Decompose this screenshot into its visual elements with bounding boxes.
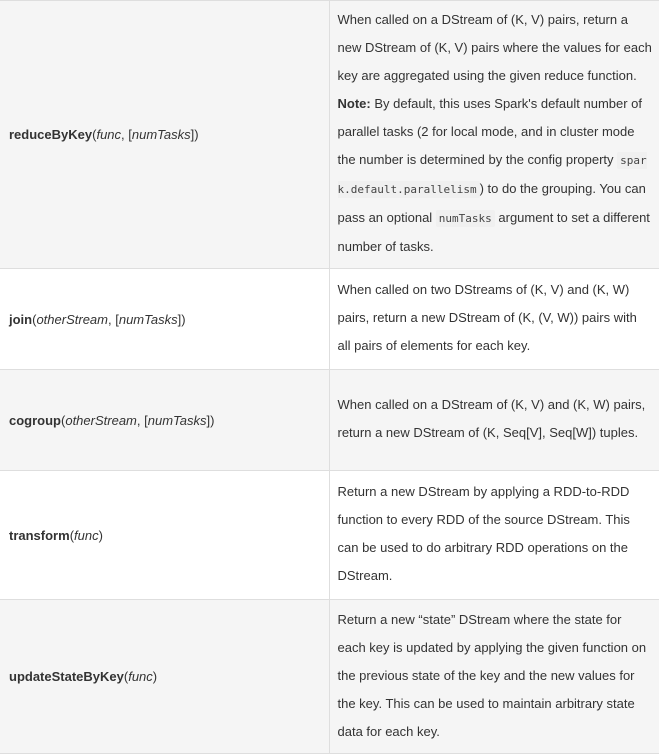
signature-separator: , [ xyxy=(136,412,148,428)
method-description xyxy=(329,1,659,269)
optional-argument: numTasks xyxy=(147,412,207,428)
signature-open: ( xyxy=(123,669,129,684)
method-description: When called on a DStream of (K, V) and (K, W) pairs, return a new DStream of (K, Seq[V], Seq[W]) tuples. xyxy=(329,370,659,471)
table-row xyxy=(0,471,659,600)
optional-argument: numTasks xyxy=(118,311,178,327)
signature-close: ) xyxy=(98,527,103,543)
argument: otherStream xyxy=(65,412,137,428)
method-signature-cell xyxy=(0,471,329,600)
signature-open: ( xyxy=(32,311,37,327)
table-row xyxy=(0,1,659,269)
method-name: join xyxy=(9,311,33,327)
signature-separator: , [ xyxy=(121,127,132,142)
method-signature-cell xyxy=(0,370,329,471)
signature-separator: , [ xyxy=(108,311,119,327)
signature-open: ( xyxy=(61,412,66,428)
method-signature-cell xyxy=(0,1,329,269)
table-row xyxy=(0,269,659,370)
method-signature-cell xyxy=(0,600,329,754)
signature-close: ]) xyxy=(177,311,186,327)
signature-open: ( xyxy=(92,127,97,142)
method-description: Return a new DStream by applying a RDD-to-RDD function to every RDD of the source DStream. This can be used to do arbitrary RDD operations on the DStream. xyxy=(329,471,659,600)
argument: func xyxy=(96,127,122,142)
signature-close: ]) xyxy=(206,412,215,428)
note-label: Note: xyxy=(337,96,371,111)
description-text: By default, this uses Spark's default number of parallel tasks (2 for local mode, and in cluster mode the number is determined by the config property xyxy=(337,96,643,167)
signature-close: ]) xyxy=(190,127,199,142)
description-text: ) to do the grouping. You can pass an optional xyxy=(337,181,646,225)
method-description: When called on two DStreams of (K, V) and (K, W) pairs, return a new DStream of (K, (V, W)) pairs with all pairs of elements for each key. xyxy=(329,269,659,370)
method-signature-cell xyxy=(0,269,329,370)
argument: func xyxy=(128,669,153,684)
method-name: reduceByKey xyxy=(9,127,93,142)
description-text: When called on a DStream of (K, V) pairs, return a new DStream of (K, V) pairs where the values for each key are aggregated using the given reduce function. xyxy=(337,12,652,83)
argument: func xyxy=(74,527,99,543)
table-row xyxy=(0,370,659,471)
signature-open: ( xyxy=(69,527,75,543)
description-text: argument to set a different number of tasks. xyxy=(337,210,650,254)
table-row xyxy=(0,600,659,754)
method-name: transform xyxy=(9,527,70,543)
config-property-code: spark.default.parallelism xyxy=(337,154,647,196)
optional-argument: numTasks xyxy=(131,127,191,142)
argument: otherStream xyxy=(36,311,108,327)
numtasks-code: numTasks xyxy=(436,210,495,227)
method-name: updateStateByKey xyxy=(9,669,124,684)
signature-close: ) xyxy=(152,669,158,684)
method-name: cogroup xyxy=(9,412,61,428)
method-description: Return a new “state” DStream where the state for each key is updated by applying the given function on the previous state of the key and the new values for the key. This can be used to maintain arbitrary state data for each key. xyxy=(329,600,659,754)
